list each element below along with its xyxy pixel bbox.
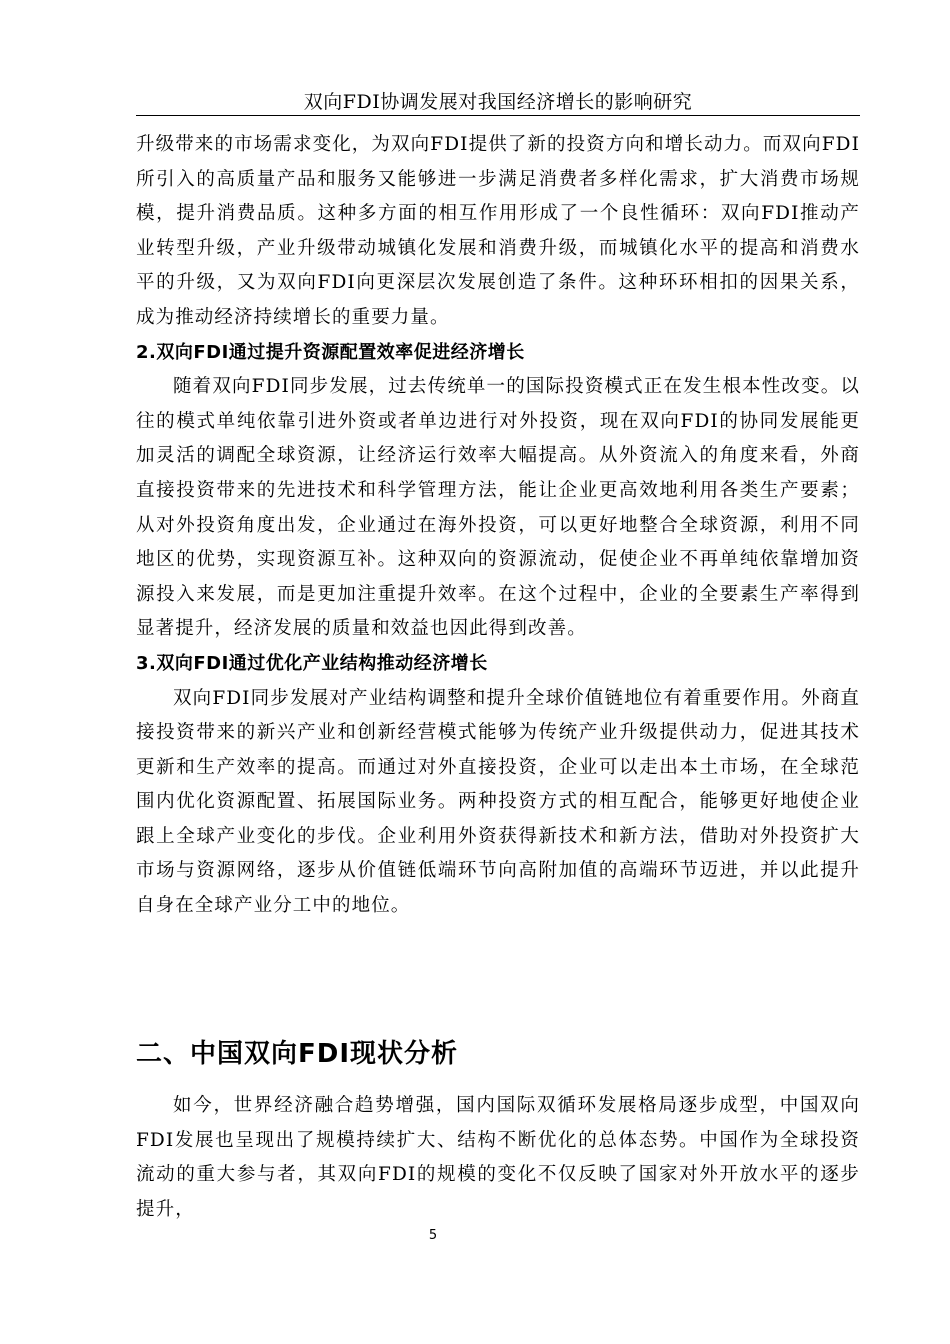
paragraph-2: 随着双向FDI同步发展，过去传统单一的国际投资模式正在发生根本性改变。以往的模式单纯依靠引进外资或者单边进行对外投资，现在双向FDI的协同发展能更加灵活的调配全球资源，让经济运行效率大幅提高。从外资流入的角度来看，外商直接投资带来的先进技术和科学管理方法，能让企业更高效地利用各类生产要素；从对外投资角度出发，企业通过在海外投资，可以更好地整合全球资源，利用不同地区的优势，实现资源互补。这种双向的资源流动，促使企业不再单纯依靠增加资源投入来发展，而是更加注重提升效率。在这个过程中，企业的全要素生产率得到显著提升，经济发展的质量和效益也因此得到改善。 [136,376,860,640]
header-rule [136,115,860,116]
paragraph-3: 双向FDI同步发展对产业结构调整和提升全球价值链地位有着重要作用。外商直接投资带来的新兴产业和创新经营模式能够为传统产业升级提供动力，促进其技术更新和生产效率的提高。而通过对外直接投资，企业可以走出本土市场，在全球范围内优化资源配置、拓展国际业务。两种投资方式的相互配合，能够更好地使企业跟上全球产业变化的步伐。企业利用外资获得新技术和新方法，借助对外投资扩大市场与资源网络，逐步从价值链低端环节向高附加值的高端环节迈进，并以此提升自身在全球产业分工中的地位。 [136,687,860,917]
page-number: 5 [428,1228,438,1243]
section-heading: 二、中国双向FDI现状分析 [136,1039,459,1069]
running-header: 双向FDI协调发展对我国经济增长的影响研究 [303,91,693,113]
body-lower [136,1089,860,1227]
subheading-3: 3.双向FDI通过优化产业结构推动经济增长 [136,652,488,674]
paragraph-4: 如今，世界经济融合趋势增强，国内国际双循环发展格局逐步成型，中国双向FDI发展也呈现出了规模持续扩大、结构不断优化的总体态势。中国作为全球投资流动的重大参与者，其双向FDI的规模的变化不仅反映了国家对外开放水平的逐步提升， [136,1095,860,1220]
body-upper [136,128,860,924]
paragraph-continued: 升级带来的市场需求变化，为双向FDI提供了新的投资方向和增长动力。而双向FDI所引入的高质量产品和服务又能够进一步满足消费者多样化需求，扩大消费市场规模，提升消费品质。这种多方面的相互作用形成了一个良性循环：双向FDI推动产业转型升级，产业升级带动城镇化发展和消费升级，而城镇化水平的提高和消费水平的升级，又为双向FDI向更深层次发展创造了条件。这种环环相扣的因果关系，成为推动经济持续增长的重要力量。 [136,134,860,328]
subheading-2: 2.双向FDI通过提升资源配置效率促进经济增长 [136,341,525,363]
